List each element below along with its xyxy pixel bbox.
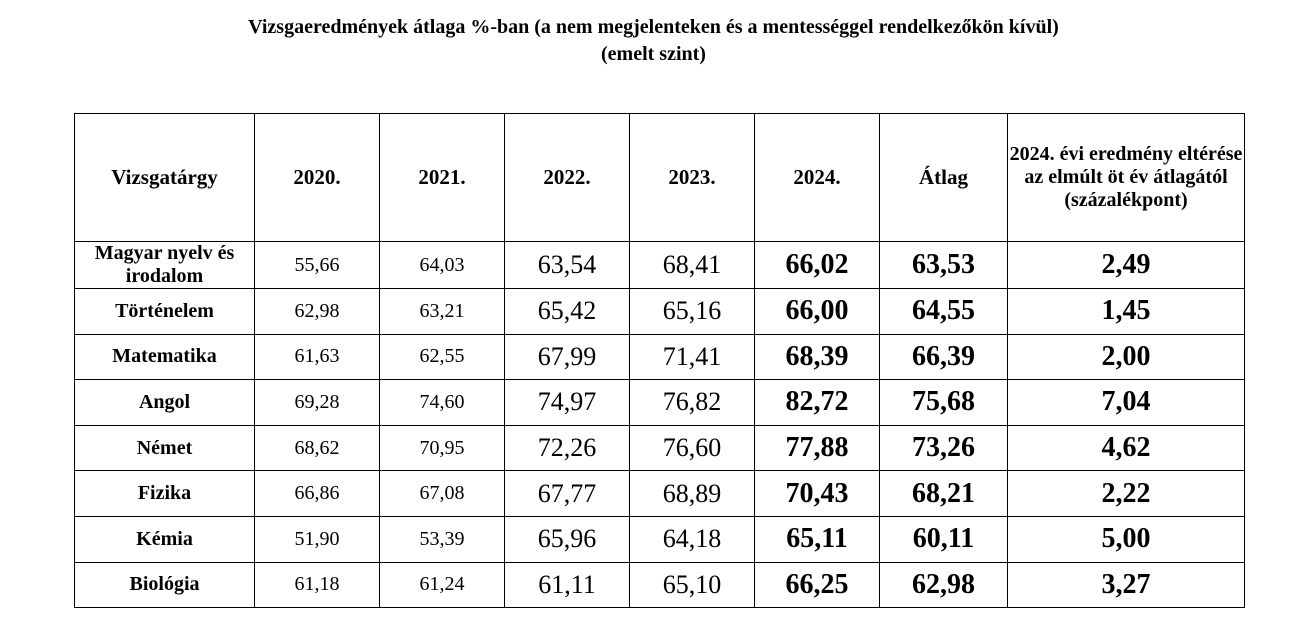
cell-avg: 73,26 bbox=[880, 425, 1008, 471]
table-row bbox=[75, 289, 1245, 335]
table-body bbox=[75, 242, 1245, 608]
cell-diff: 7,04 bbox=[1008, 380, 1245, 426]
cell-y2024: 82,72 bbox=[755, 380, 880, 426]
cell-diff: 2,49 bbox=[1008, 242, 1245, 289]
table-row bbox=[75, 334, 1245, 380]
cell-diff: 3,27 bbox=[1008, 562, 1245, 608]
cell-subject: Történelem bbox=[75, 289, 255, 335]
cell-avg: 75,68 bbox=[880, 380, 1008, 426]
cell-y2023: 68,41 bbox=[630, 242, 755, 289]
cell-avg: 64,55 bbox=[880, 289, 1008, 335]
cell-y2021: 53,39 bbox=[380, 516, 505, 562]
cell-diff: 4,62 bbox=[1008, 425, 1245, 471]
cell-diff: 2,00 bbox=[1008, 334, 1245, 380]
table-header-row bbox=[75, 114, 1245, 242]
header-2024: 2024. bbox=[755, 114, 880, 242]
cell-y2020: 66,86 bbox=[255, 471, 380, 517]
cell-avg: 66,39 bbox=[880, 334, 1008, 380]
cell-y2024: 66,25 bbox=[755, 562, 880, 608]
cell-avg: 62,98 bbox=[880, 562, 1008, 608]
cell-y2020: 69,28 bbox=[255, 380, 380, 426]
cell-subject: Matematika bbox=[75, 334, 255, 380]
cell-y2024: 68,39 bbox=[755, 334, 880, 380]
cell-y2022: 74,97 bbox=[505, 380, 630, 426]
cell-diff: 1,45 bbox=[1008, 289, 1245, 335]
cell-y2020: 51,90 bbox=[255, 516, 380, 562]
header-average: Átlag bbox=[880, 114, 1008, 242]
table-row bbox=[75, 425, 1245, 471]
header-2023: 2023. bbox=[630, 114, 755, 242]
cell-y2022: 65,42 bbox=[505, 289, 630, 335]
cell-y2022: 63,54 bbox=[505, 242, 630, 289]
header-2021: 2021. bbox=[380, 114, 505, 242]
cell-y2021: 64,03 bbox=[380, 242, 505, 289]
cell-y2023: 64,18 bbox=[630, 516, 755, 562]
cell-subject: Biológia bbox=[75, 562, 255, 608]
cell-diff: 2,22 bbox=[1008, 471, 1245, 517]
cell-y2024: 65,11 bbox=[755, 516, 880, 562]
cell-subject: Fizika bbox=[75, 471, 255, 517]
header-2020: 2020. bbox=[255, 114, 380, 242]
cell-avg: 63,53 bbox=[880, 242, 1008, 289]
cell-y2022: 67,99 bbox=[505, 334, 630, 380]
cell-y2020: 62,98 bbox=[255, 289, 380, 335]
cell-avg: 68,21 bbox=[880, 471, 1008, 517]
cell-subject: Angol bbox=[75, 380, 255, 426]
cell-y2023: 76,60 bbox=[630, 425, 755, 471]
cell-y2021: 62,55 bbox=[380, 334, 505, 380]
cell-subject: Magyar nyelv és irodalom bbox=[75, 242, 255, 289]
table-row bbox=[75, 562, 1245, 608]
title-line-1: Vizsgaeredmények átlaga %-ban (a nem megjelenteken és a mentességgel rendelkezőkön kívül) bbox=[248, 16, 1059, 38]
cell-y2022: 61,11 bbox=[505, 562, 630, 608]
table-row bbox=[75, 516, 1245, 562]
cell-subject: Kémia bbox=[75, 516, 255, 562]
cell-y2022: 72,26 bbox=[505, 425, 630, 471]
cell-y2023: 65,16 bbox=[630, 289, 755, 335]
cell-y2022: 67,77 bbox=[505, 471, 630, 517]
cell-y2024: 66,02 bbox=[755, 242, 880, 289]
cell-subject: Német bbox=[75, 425, 255, 471]
cell-y2021: 74,60 bbox=[380, 380, 505, 426]
cell-y2020: 61,18 bbox=[255, 562, 380, 608]
cell-avg: 60,11 bbox=[880, 516, 1008, 562]
cell-y2020: 61,63 bbox=[255, 334, 380, 380]
cell-y2020: 55,66 bbox=[255, 242, 380, 289]
cell-y2021: 67,08 bbox=[380, 471, 505, 517]
cell-y2024: 70,43 bbox=[755, 471, 880, 517]
cell-y2023: 76,82 bbox=[630, 380, 755, 426]
title-line-2: (emelt szint) bbox=[601, 43, 706, 65]
cell-y2023: 65,10 bbox=[630, 562, 755, 608]
cell-y2021: 70,95 bbox=[380, 425, 505, 471]
table-row bbox=[75, 380, 1245, 426]
results-table bbox=[74, 113, 1245, 608]
cell-y2021: 61,24 bbox=[380, 562, 505, 608]
header-2022: 2022. bbox=[505, 114, 630, 242]
table-row bbox=[75, 471, 1245, 517]
table-row bbox=[75, 242, 1245, 289]
header-subject: Vizsgatárgy bbox=[75, 114, 255, 242]
cell-diff: 5,00 bbox=[1008, 516, 1245, 562]
cell-y2024: 77,88 bbox=[755, 425, 880, 471]
cell-y2024: 66,00 bbox=[755, 289, 880, 335]
cell-y2021: 63,21 bbox=[380, 289, 505, 335]
cell-y2023: 68,89 bbox=[630, 471, 755, 517]
header-difference: 2024. évi eredmény eltérése az elmúlt öt év átlagától (százalékpont) bbox=[1008, 114, 1245, 242]
cell-y2020: 68,62 bbox=[255, 425, 380, 471]
page-title bbox=[0, 14, 1307, 68]
cell-y2022: 65,96 bbox=[505, 516, 630, 562]
cell-y2023: 71,41 bbox=[630, 334, 755, 380]
